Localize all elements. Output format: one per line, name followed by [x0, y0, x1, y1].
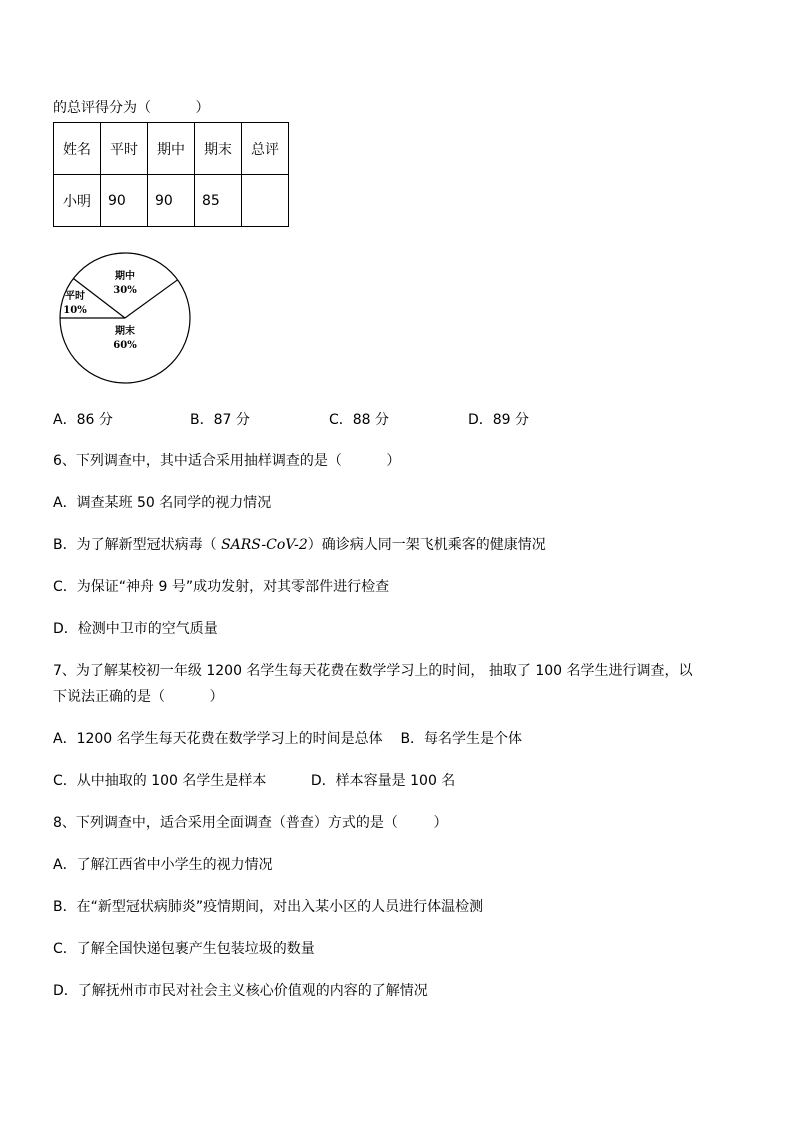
- table-row: [54, 175, 289, 227]
- slice-usual-percent: 10%: [63, 305, 87, 316]
- cell-total: [242, 175, 289, 227]
- cell-name: 小明: [54, 175, 101, 227]
- slice-usual-name: 平时: [65, 291, 85, 302]
- header-name: 姓名: [54, 123, 101, 175]
- q8-option-c: C．了解全国快递包裹产生包装垃圾的数量: [53, 941, 315, 957]
- slice-final-percent: 60%: [113, 340, 137, 351]
- header-final: 期末: [195, 123, 242, 175]
- header-total: 总评: [242, 123, 289, 175]
- cell-usual: 90: [101, 175, 148, 227]
- question-5-intro: 的总评得分为（ ）: [53, 100, 210, 116]
- q8-option-a: A．了解江西省中小学生的视力情况: [53, 857, 273, 873]
- q6-option-b: [53, 536, 546, 554]
- cell-final: 85: [195, 175, 242, 227]
- question-7-stem-line2: 下说法正确的是（ ）: [53, 689, 224, 705]
- q5-option-d: D．89 分: [468, 412, 530, 428]
- q6-option-a: A．调查某班 50 名同学的视力情况: [53, 495, 272, 511]
- cell-midterm: 90: [148, 175, 195, 227]
- q6-option-d: D．检测中卫市的空气质量: [53, 621, 218, 637]
- q7-options-ab: A．1200 名学生每天花费在数学学习上的时间是总体 B．每名学生是个体: [53, 731, 523, 747]
- q6-option-b-post: ）确诊病人同一架飞机乘客的健康情况: [307, 537, 546, 553]
- q6-virus-name: SARS-CoV-2: [221, 537, 308, 553]
- q5-option-c: C．88 分: [329, 412, 390, 428]
- q6-option-b-pre: B．为了解新型冠状病毒（: [53, 537, 222, 553]
- q8-option-d: D．了解抚州市市民对社会主义核心价值观的内容的了解情况: [53, 983, 428, 999]
- score-table: [53, 122, 289, 227]
- q8-option-b: B．在“新型冠状病肺炎”疫情期间，对出入某小区的人员进行体温检测: [53, 899, 484, 915]
- slice-midterm-percent: 30%: [113, 285, 137, 296]
- slice-midterm-name: 期中: [115, 271, 135, 282]
- question-8-stem: 8、下列调查中，适合采用全面调查（普查）方式的是（ ）: [53, 815, 448, 831]
- q5-option-a: A．86 分: [53, 412, 113, 428]
- header-usual: 平时: [101, 123, 148, 175]
- question-6-stem: 6、下列调查中，其中适合采用抽样调查的是（ ）: [53, 453, 401, 469]
- weight-pie-chart: [53, 252, 198, 387]
- q7-options-cd: C．从中抽取的 100 名学生是样本 D．样本容量是 100 名: [53, 773, 456, 789]
- header-midterm: 期中: [148, 123, 195, 175]
- table-header-row: [54, 123, 289, 175]
- q5-option-b: B．87 分: [190, 412, 250, 428]
- slice-final-name: 期末: [115, 326, 135, 337]
- q6-option-c: C．为保证“神舟 9 号”成功发射，对其零部件进行检查: [53, 579, 390, 595]
- question-7-stem-line1: 7、为了解某校初一年级 1200 名学生每天花费在数学学习上的时间， 抽取了 100 名学生进行调查，以: [53, 663, 693, 679]
